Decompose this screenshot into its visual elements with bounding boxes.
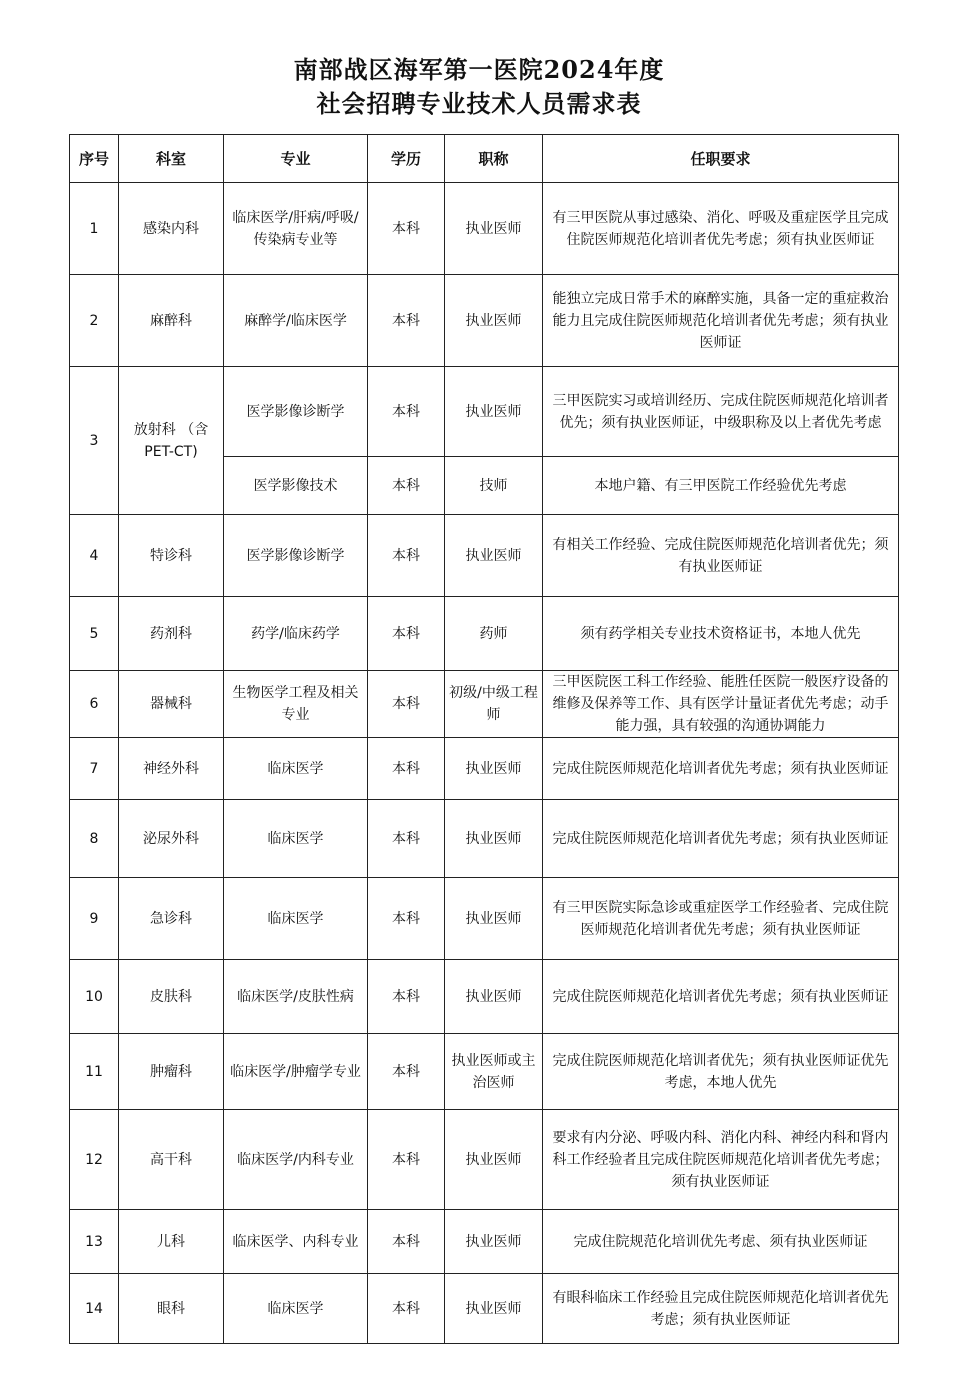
cell-edu: 本科 — [368, 1034, 445, 1110]
cell-major: 临床医学 — [224, 1274, 368, 1344]
cell-edu: 本科 — [368, 960, 445, 1034]
table-row — [70, 1034, 899, 1110]
header-req: 任职要求 — [543, 135, 899, 183]
cell-edu: 本科 — [368, 183, 445, 275]
cell-edu: 本科 — [368, 275, 445, 367]
cell-req: 完成住院医师规范化培训者优先考虑；须有执业医师证 — [543, 738, 899, 800]
table-row — [70, 183, 899, 275]
table-row — [70, 1274, 899, 1344]
cell-rank: 执业医师或主治医师 — [445, 1034, 543, 1110]
cell-req: 有眼科临床工作经验且完成住院医师规范化培训者优先考虑；须有执业医师证 — [543, 1274, 899, 1344]
cell-no: 2 — [70, 275, 119, 367]
cell-edu: 本科 — [368, 878, 445, 960]
header-edu: 学历 — [368, 135, 445, 183]
cell-major: 临床医学 — [224, 800, 368, 878]
cell-rank: 执业医师 — [445, 515, 543, 597]
cell-edu: 本科 — [368, 457, 445, 515]
cell-req: 完成住院规范化培训优先考虑、须有执业医师证 — [543, 1210, 899, 1274]
header-dept: 科室 — [119, 135, 224, 183]
recruitment-table — [69, 134, 899, 1344]
cell-no: 3 — [70, 367, 119, 515]
cell-no: 9 — [70, 878, 119, 960]
header-row — [70, 135, 899, 183]
cell-major: 生物医学工程及相关专业 — [224, 671, 368, 738]
cell-major: 麻醉学/临床医学 — [224, 275, 368, 367]
table-row — [70, 1110, 899, 1210]
cell-major: 临床医学/皮肤性病 — [224, 960, 368, 1034]
table-row — [70, 960, 899, 1034]
cell-edu: 本科 — [368, 1274, 445, 1344]
cell-no: 4 — [70, 515, 119, 597]
cell-dept: 麻醉科 — [119, 275, 224, 367]
cell-edu: 本科 — [368, 1110, 445, 1210]
cell-req: 完成住院医师规范化培训者优先；须有执业医师证优先考虑，本地人优先 — [543, 1034, 899, 1110]
table-row — [70, 597, 899, 671]
cell-rank: 执业医师 — [445, 738, 543, 800]
table-row — [70, 1210, 899, 1274]
cell-req: 三甲医院实习或培训经历、完成住院医师规范化培训者优先；须有执业医师证，中级职称及以上者优先考虑 — [543, 367, 899, 457]
cell-edu: 本科 — [368, 671, 445, 738]
cell-dept: 皮肤科 — [119, 960, 224, 1034]
cell-req: 本地户籍、有三甲医院工作经验优先考虑 — [543, 457, 899, 515]
cell-dept: 特诊科 — [119, 515, 224, 597]
cell-req: 有相关工作经验、完成住院医师规范化培训者优先；须有执业医师证 — [543, 515, 899, 597]
cell-edu: 本科 — [368, 367, 445, 457]
cell-req: 三甲医院医工科工作经验、能胜任医院一般医疗设备的维修及保养等工作、具有医学计量证者优先考虑；动手能力强，具有较强的沟通协调能力 — [543, 671, 899, 738]
page-title-line2: 社会招聘专业技术人员需求表 — [316, 89, 642, 118]
header-rank: 职称 — [445, 135, 543, 183]
cell-major: 医学影像技术 — [224, 457, 368, 515]
cell-rank: 技师 — [445, 457, 543, 515]
cell-req: 完成住院医师规范化培训者优先考虑；须有执业医师证 — [543, 960, 899, 1034]
cell-dept: 放射科 （含PET-CT) — [119, 367, 224, 515]
cell-rank: 药师 — [445, 597, 543, 671]
cell-req: 须有药学相关专业技术资格证书，本地人优先 — [543, 597, 899, 671]
cell-dept: 神经外科 — [119, 738, 224, 800]
cell-dept: 急诊科 — [119, 878, 224, 960]
cell-rank: 执业医师 — [445, 960, 543, 1034]
header-no: 序号 — [70, 135, 119, 183]
cell-dept: 药剂科 — [119, 597, 224, 671]
cell-dept: 眼科 — [119, 1274, 224, 1344]
cell-no: 8 — [70, 800, 119, 878]
cell-req: 要求有内分泌、呼吸内科、消化内科、神经内科和肾内科工作经验者且完成住院医师规范化培训者优先考虑；须有执业医师证 — [543, 1110, 899, 1210]
cell-rank: 执业医师 — [445, 1110, 543, 1210]
cell-edu: 本科 — [368, 800, 445, 878]
page-title-line1: 南部战区海军第一医院2024年度 — [293, 55, 665, 84]
cell-no: 10 — [70, 960, 119, 1034]
cell-no: 7 — [70, 738, 119, 800]
table-row — [70, 367, 899, 457]
cell-dept: 儿科 — [119, 1210, 224, 1274]
cell-major: 临床医学/肿瘤学专业 — [224, 1034, 368, 1110]
header-major: 专业 — [224, 135, 368, 183]
table-row — [70, 275, 899, 367]
cell-dept: 泌尿外科 — [119, 800, 224, 878]
cell-req: 有三甲医院实际急诊或重症医学工作经验者、完成住院医师规范化培训者优先考虑；须有执业医师证 — [543, 878, 899, 960]
cell-edu: 本科 — [368, 597, 445, 671]
cell-no: 11 — [70, 1034, 119, 1110]
cell-rank: 初级/中级工程师 — [445, 671, 543, 738]
cell-rank: 执业医师 — [445, 183, 543, 275]
cell-no: 12 — [70, 1110, 119, 1210]
cell-no: 13 — [70, 1210, 119, 1274]
cell-rank: 执业医师 — [445, 800, 543, 878]
cell-req: 完成住院医师规范化培训者优先考虑；须有执业医师证 — [543, 800, 899, 878]
table-row — [70, 515, 899, 597]
cell-req: 有三甲医院从事过感染、消化、呼吸及重症医学且完成住院医师规范化培训者优先考虑；须有执业医师证 — [543, 183, 899, 275]
cell-rank: 执业医师 — [445, 367, 543, 457]
cell-dept: 器械科 — [119, 671, 224, 738]
cell-edu: 本科 — [368, 515, 445, 597]
cell-major: 临床医学/肝病/呼吸/传染病专业等 — [224, 183, 368, 275]
cell-major: 临床医学 — [224, 878, 368, 960]
cell-no: 1 — [70, 183, 119, 275]
table-row — [70, 671, 899, 738]
cell-major: 临床医学/内科专业 — [224, 1110, 368, 1210]
cell-no: 6 — [70, 671, 119, 738]
table-row — [70, 738, 899, 800]
cell-major: 医学影像诊断学 — [224, 515, 368, 597]
cell-edu: 本科 — [368, 1210, 445, 1274]
cell-major: 临床医学 — [224, 738, 368, 800]
cell-dept: 肿瘤科 — [119, 1034, 224, 1110]
cell-no: 14 — [70, 1274, 119, 1344]
cell-req: 能独立完成日常手术的麻醉实施，具备一定的重症救治能力且完成住院医师规范化培训者优先考虑；须有执业医师证 — [543, 275, 899, 367]
cell-dept: 感染内科 — [119, 183, 224, 275]
cell-major: 药学/临床药学 — [224, 597, 368, 671]
cell-rank: 执业医师 — [445, 1274, 543, 1344]
cell-rank: 执业医师 — [445, 275, 543, 367]
cell-edu: 本科 — [368, 738, 445, 800]
cell-rank: 执业医师 — [445, 1210, 543, 1274]
cell-no: 5 — [70, 597, 119, 671]
table-row — [70, 800, 899, 878]
cell-major: 医学影像诊断学 — [224, 367, 368, 457]
table-row — [70, 878, 899, 960]
cell-major: 临床医学、内科专业 — [224, 1210, 368, 1274]
cell-dept: 高干科 — [119, 1110, 224, 1210]
cell-rank: 执业医师 — [445, 878, 543, 960]
